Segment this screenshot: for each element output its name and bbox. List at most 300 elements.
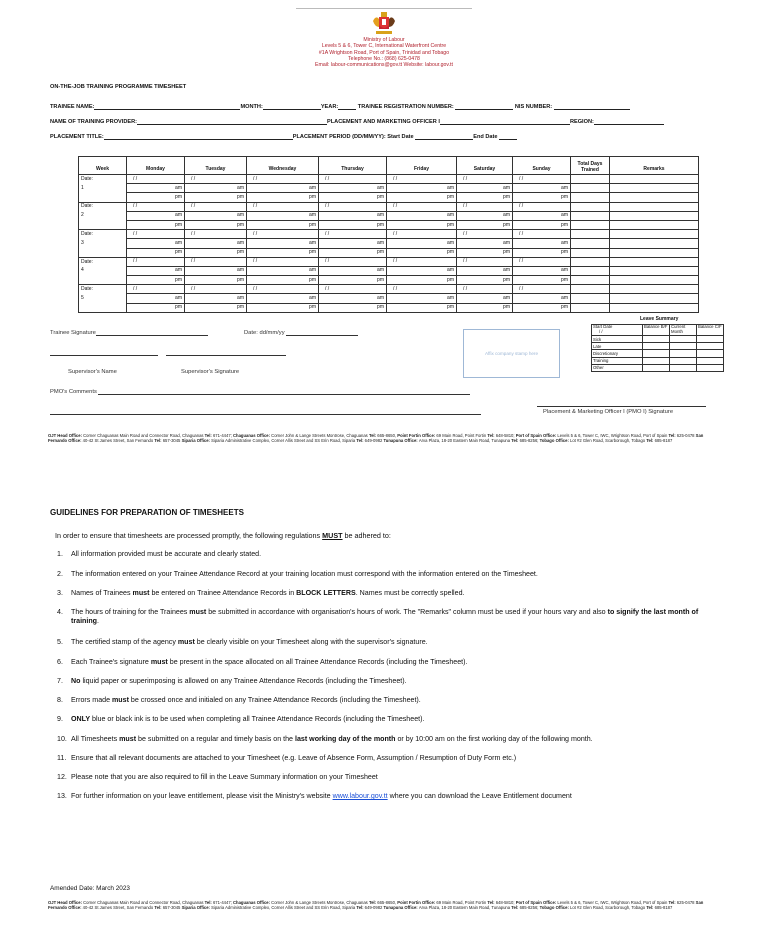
office-details: Siparia Administrative Complex, Corner Allis Street and SS Erin Road, Siparia [211, 905, 357, 911]
pm-time-cell[interactable]: pm [185, 220, 247, 229]
am-time-cell[interactable]: am [387, 184, 457, 193]
date-cell[interactable]: / / [319, 202, 387, 211]
pm-time-cell[interactable]: pm [319, 193, 387, 202]
guideline-emphasis: to signify the last month of training [71, 608, 699, 625]
guideline-text [57, 735, 727, 744]
am-time-cell[interactable]: am [457, 294, 513, 303]
guideline-text-part: or by 10:00 am on the first working day of the following month. [395, 735, 593, 743]
guidelines-intro [55, 531, 391, 540]
am-time-cell[interactable]: am [185, 184, 247, 193]
date-cell[interactable]: / / [319, 285, 387, 294]
total-days-cell[interactable] [571, 193, 610, 202]
office-name: Tel: [668, 433, 677, 438]
week-date-label: Date: [79, 175, 127, 184]
am-time-cell[interactable]: am [513, 266, 571, 275]
sign-date-field[interactable] [286, 329, 358, 336]
guideline-item [57, 570, 727, 579]
pm-time-cell[interactable]: pm [127, 248, 185, 257]
office-name: Tel: [204, 900, 213, 905]
office-name: Tel: [204, 433, 213, 438]
guideline-text [57, 773, 727, 782]
office-name: Tel: [646, 905, 655, 911]
ministry-line: #1A Wrightson Road, Port of Spain, Trinidad and Tobago [318, 49, 450, 56]
supervisor-signature-line[interactable] [166, 355, 286, 356]
guideline-number: 1. [57, 550, 63, 558]
pm-time-cell[interactable]: pm [387, 248, 457, 257]
pm-time-cell[interactable]: pm [185, 276, 247, 285]
date-cell[interactable]: / / [457, 230, 513, 239]
am-time-cell[interactable]: am [387, 294, 457, 303]
leave-type-label: Discretionary [592, 350, 643, 357]
sign-date-label: Date: dd/mm/yy [244, 330, 285, 336]
date-cell[interactable]: / / [387, 257, 457, 266]
guideline-text-part: be crossed once and initialed on any Trainee Attendance Records (including the Timesheet). [128, 696, 421, 704]
guideline-item [57, 715, 727, 724]
am-time-cell[interactable]: am [387, 239, 457, 248]
leave-value-cell[interactable] [643, 336, 670, 343]
guideline-number: 10. [57, 735, 67, 743]
month-label: MONTH: [240, 104, 263, 110]
guideline-item [57, 638, 727, 647]
week-date-label: Date: [79, 285, 127, 294]
leave-value-cell[interactable] [670, 350, 697, 357]
start-date-field[interactable] [415, 133, 473, 140]
am-time-cell[interactable]: am [457, 266, 513, 275]
pm-time-cell[interactable]: pm [247, 303, 319, 312]
remarks-cell[interactable] [610, 239, 699, 248]
pm-time-cell[interactable]: pm [247, 220, 319, 229]
date-cell[interactable]: / / [247, 257, 319, 266]
timesheet-table [78, 156, 699, 313]
pm-time-cell[interactable]: pm [319, 248, 387, 257]
guideline-text-part: All Timesheets [71, 735, 120, 743]
guideline-number: 6. [57, 658, 63, 666]
total-days-cell[interactable] [571, 248, 610, 257]
guideline-text-part: be entered on Trainee Attendance Records in [149, 589, 297, 597]
date-cell[interactable]: / / [513, 285, 571, 294]
total-days-cell[interactable] [571, 257, 610, 266]
office-name: Port of Spain Office: [515, 900, 558, 905]
guideline-text-part: The certified stamp of the agency [71, 638, 178, 646]
table-row [79, 294, 699, 303]
ministry-website-link[interactable]: www.labour.gov.tt [332, 792, 388, 800]
am-time-cell[interactable]: am [319, 266, 387, 275]
date-cell[interactable]: / / [319, 257, 387, 266]
remarks-cell[interactable] [610, 285, 699, 294]
column-header: Week [79, 157, 127, 175]
pm-time-cell[interactable]: pm [387, 276, 457, 285]
guideline-emphasis: last working day of the month [294, 735, 396, 743]
date-cell[interactable]: / / [457, 285, 513, 294]
leave-column-header: Current Month [670, 325, 697, 336]
guideline-item [57, 773, 727, 782]
week-number: 5 [79, 294, 127, 303]
pm-time-cell[interactable]: pm [513, 248, 571, 257]
guideline-number: 3. [57, 589, 63, 597]
month-field[interactable] [263, 103, 321, 110]
am-time-cell[interactable]: am [319, 211, 387, 220]
nis-number-label: NIS NUMBER: [514, 104, 553, 110]
end-date-label: End Date [473, 134, 498, 140]
guideline-number: 7. [57, 677, 63, 685]
am-time-cell[interactable]: am [247, 211, 319, 220]
date-cell[interactable]: / / [513, 257, 571, 266]
total-days-cell[interactable] [571, 294, 610, 303]
office-name: Tel: [511, 905, 520, 911]
am-time-cell[interactable]: am [247, 266, 319, 275]
office-name: Siparia Office: [181, 438, 212, 444]
guideline-text-part: Each Trainee's signature [71, 658, 151, 666]
guideline-text-part: Ensure that all relevant documents are attached to your Timesheet (e.g. Leave of Absence Form, Assumption / Resumption of Duty Form etc.) [71, 754, 517, 762]
date-cell[interactable]: / / [247, 175, 319, 184]
remarks-cell[interactable] [610, 193, 699, 202]
guideline-text [57, 754, 727, 763]
office-details: 69 Main Road, Point Fortin [436, 433, 488, 438]
guideline-item [57, 735, 727, 744]
supervisor-signature-label: Supervisor's Signature [181, 369, 240, 375]
total-days-cell[interactable] [571, 220, 610, 229]
guideline-text-part: Errors made [71, 696, 112, 704]
office-details: Levels 5 & 6, Tower C, IWC, Wrightson Road, Port of Spain [557, 900, 669, 905]
total-days-cell[interactable] [571, 276, 610, 285]
trainee-signature-row [50, 329, 208, 336]
guideline-item [57, 677, 727, 686]
trainee-info-row [50, 103, 630, 110]
am-time-cell[interactable]: am [127, 239, 185, 248]
pm-time-cell[interactable]: pm [127, 193, 185, 202]
pm-time-cell[interactable]: pm [457, 276, 513, 285]
remarks-cell[interactable] [610, 184, 699, 193]
date-cell[interactable]: / / [247, 230, 319, 239]
am-time-cell[interactable]: am [387, 211, 457, 220]
office-name: Tel: [368, 433, 378, 438]
office-footer-bottom [48, 900, 720, 910]
office-name: Chaguanas Office: [233, 900, 272, 905]
table-row [79, 257, 699, 266]
remarks-cell[interactable] [610, 175, 699, 184]
pmo-comments-label: PMO's Comments [50, 389, 97, 395]
guideline-text-part: . Names must be correctly spelled. [355, 589, 465, 597]
pm-time-cell[interactable]: pm [127, 276, 185, 285]
leave-value-cell[interactable] [643, 357, 670, 364]
date-cell[interactable]: / / [185, 257, 247, 266]
leave-value-cell[interactable] [670, 357, 697, 364]
date-cell[interactable]: / / [185, 285, 247, 294]
office-name: Siparia Office: [181, 905, 212, 911]
am-time-cell[interactable]: am [319, 184, 387, 193]
leave-value-cell[interactable] [697, 343, 724, 350]
supervisor-name-label: Supervisor's Name [68, 369, 117, 375]
column-header: Monday [127, 157, 185, 175]
am-time-cell[interactable]: am [185, 294, 247, 303]
date-cell[interactable]: / / [387, 285, 457, 294]
am-time-cell[interactable]: am [513, 294, 571, 303]
total-days-cell[interactable] [571, 239, 610, 248]
guideline-emphasis: must [177, 638, 195, 646]
total-days-cell[interactable] [571, 230, 610, 239]
header-rule [296, 8, 472, 9]
guideline-text-part: Please note that you are also required to fill in the Leave Summary information on your Timesheet [71, 773, 378, 781]
date-cell[interactable]: / / [127, 175, 185, 184]
pm-time-cell[interactable]: pm [247, 248, 319, 257]
pm-time-cell[interactable]: pm [513, 276, 571, 285]
week-cell [79, 193, 127, 202]
region-field[interactable] [594, 118, 664, 125]
training-provider-field[interactable] [137, 118, 327, 125]
date-cell[interactable]: / / [247, 202, 319, 211]
column-header: Friday [387, 157, 457, 175]
am-time-cell[interactable]: am [457, 211, 513, 220]
office-details: 685-8187 [654, 905, 673, 911]
pm-time-cell[interactable]: pm [319, 303, 387, 312]
guideline-emphasis: must [112, 696, 129, 704]
leave-value-cell[interactable] [643, 343, 670, 350]
office-details: 625-0478 [676, 900, 696, 905]
leave-value-cell[interactable] [670, 336, 697, 343]
pm-time-cell[interactable]: pm [247, 193, 319, 202]
remarks-cell[interactable] [610, 230, 699, 239]
leave-row [592, 336, 724, 343]
guideline-text [57, 715, 727, 724]
date-cell[interactable]: / / [457, 202, 513, 211]
pm-time-cell[interactable]: pm [387, 193, 457, 202]
end-date-field[interactable] [499, 133, 517, 140]
am-time-cell[interactable]: am [319, 239, 387, 248]
date-cell[interactable]: / / [127, 257, 185, 266]
coat-of-arms-icon [370, 11, 398, 37]
stamp-placeholder-text: Affix company stamp here [484, 351, 539, 356]
remarks-cell[interactable] [610, 266, 699, 275]
total-days-cell[interactable] [571, 266, 610, 275]
leave-value-cell[interactable] [643, 350, 670, 357]
year-field[interactable] [338, 103, 356, 110]
pm-time-cell[interactable]: pm [185, 193, 247, 202]
total-days-cell[interactable] [571, 303, 610, 312]
date-cell[interactable]: / / [457, 175, 513, 184]
am-time-cell[interactable]: am [127, 184, 185, 193]
pm-time-cell[interactable]: pm [127, 303, 185, 312]
leave-value-cell[interactable] [697, 364, 724, 371]
company-stamp-box [463, 329, 560, 378]
pmo-comments-line-2[interactable] [50, 414, 481, 415]
office-details: Corner Chaguanas Main Road and Connector Road, Chaguanas [83, 433, 205, 438]
am-time-cell[interactable]: am [247, 294, 319, 303]
office-details: 649-0982 [364, 905, 384, 911]
remarks-cell[interactable] [610, 202, 699, 211]
pm-time-cell[interactable]: pm [185, 303, 247, 312]
total-days-cell[interactable] [571, 211, 610, 220]
office-details: 40-42 St James Street, San Fernando [82, 905, 155, 911]
pmo-comments-row [50, 388, 470, 395]
office-details: 657-3045 [162, 905, 182, 911]
office-details: Lot #2 Glen Road, Scarborough, Tobago [570, 905, 647, 911]
guideline-emphasis: must [132, 589, 150, 597]
office-name: Tel: [487, 900, 496, 905]
date-cell[interactable]: / / [247, 285, 319, 294]
guideline-text-part: be present in the space allocated on all Trainee Attendance Records (including the Timesheet). [167, 658, 468, 666]
office-name: Port of Spain Office: [515, 433, 558, 438]
guideline-item [57, 792, 727, 801]
remarks-cell[interactable] [610, 211, 699, 220]
pmo-signature-line[interactable] [537, 406, 706, 407]
date-cell[interactable]: / / [319, 230, 387, 239]
remarks-cell[interactable] [610, 294, 699, 303]
remarks-cell[interactable] [610, 276, 699, 285]
date-cell[interactable]: / / [513, 175, 571, 184]
date-cell[interactable]: / / [387, 230, 457, 239]
pm-time-cell[interactable]: pm [387, 303, 457, 312]
guideline-text [57, 570, 727, 579]
date-cell[interactable]: / / [513, 230, 571, 239]
ministry-line: Telephone No.: (868) 625-0478 [348, 55, 420, 62]
guideline-emphasis: must [189, 608, 207, 616]
pm-time-cell[interactable]: pm [457, 248, 513, 257]
leave-value-cell[interactable] [643, 364, 670, 371]
am-time-cell[interactable]: am [127, 266, 185, 275]
trainee-name-field[interactable] [94, 103, 240, 110]
guideline-text-part: be submitted in accordance with organisation's hours of work. The "Remarks" column must be used if your hours vary and also [206, 608, 608, 616]
am-time-cell[interactable]: am [127, 211, 185, 220]
date-cell[interactable]: / / [319, 175, 387, 184]
office-details: Corner John & Lange Streets Montrose, Chaguanas [271, 900, 369, 905]
remarks-cell[interactable] [610, 220, 699, 229]
date-cell[interactable]: / / [457, 257, 513, 266]
pm-time-cell[interactable]: pm [127, 220, 185, 229]
pm-time-cell[interactable]: pm [319, 276, 387, 285]
office-details: Corner John & Lange Streets Montrose, Chaguanas [271, 433, 369, 438]
leave-type-label: Late [592, 343, 643, 350]
leave-type-label: Sick [592, 336, 643, 343]
week-cell [79, 303, 127, 312]
region-label: REGION: [569, 119, 594, 125]
leave-value-cell[interactable] [697, 350, 724, 357]
placement-row [50, 133, 517, 140]
remarks-cell[interactable] [610, 303, 699, 312]
pm-time-cell[interactable]: pm [513, 220, 571, 229]
guideline-text-part: The hours of training for the Trainees [71, 608, 190, 616]
guideline-text-part: The information entered on your Trainee Attendance Record at your training location must correspond with the information entered on the Timesheet. [71, 570, 538, 578]
total-days-cell[interactable] [571, 285, 610, 294]
leave-row [592, 350, 724, 357]
am-time-cell[interactable]: am [513, 184, 571, 193]
am-time-cell[interactable]: am [127, 294, 185, 303]
ministry-line: Levels 5 & 6, Tower C, International Waterfront Centre [321, 43, 447, 50]
am-time-cell[interactable]: am [513, 239, 571, 248]
am-time-cell[interactable]: am [513, 211, 571, 220]
date-cell[interactable]: / / [127, 285, 185, 294]
pm-time-cell[interactable]: pm [185, 248, 247, 257]
registration-number-field[interactable] [455, 103, 513, 110]
guideline-number: 11. [57, 754, 67, 762]
pm-time-cell[interactable]: pm [513, 193, 571, 202]
pm-time-cell[interactable]: pm [457, 303, 513, 312]
leave-value-cell[interactable] [697, 336, 724, 343]
guideline-text-part: where you can download the Leave Entitlement document [387, 792, 572, 800]
am-time-cell[interactable]: am [185, 266, 247, 275]
am-time-cell[interactable]: am [387, 266, 457, 275]
office-details: 685-8256; [519, 905, 540, 911]
office-details: 665-8650, [377, 433, 398, 438]
date-cell[interactable]: / / [127, 230, 185, 239]
office-name: Tel: [154, 905, 163, 911]
leave-row [592, 343, 724, 350]
am-time-cell[interactable]: am [247, 239, 319, 248]
placement-title-field[interactable] [104, 133, 293, 140]
table-row [79, 303, 699, 312]
pm-time-cell[interactable]: pm [457, 220, 513, 229]
pm-time-cell[interactable]: pm [387, 220, 457, 229]
leave-value-cell[interactable] [670, 343, 697, 350]
total-days-cell[interactable] [571, 184, 610, 193]
date-cell[interactable]: / / [127, 202, 185, 211]
office-name: San Fernando Office: [48, 433, 704, 444]
table-row [79, 266, 699, 275]
trainee-signature-field[interactable] [96, 329, 208, 336]
date-cell[interactable]: / / [185, 202, 247, 211]
leave-row [592, 364, 724, 371]
total-days-cell[interactable] [571, 202, 610, 211]
leave-value-cell[interactable] [697, 357, 724, 364]
date-cell[interactable]: / / [387, 202, 457, 211]
am-time-cell[interactable]: am [185, 239, 247, 248]
guideline-text-part: be submitted on a regular and timely basis on the [136, 735, 295, 743]
table-row [79, 276, 699, 285]
table-row [79, 248, 699, 257]
date-cell[interactable]: / / [387, 175, 457, 184]
am-time-cell[interactable]: am [457, 184, 513, 193]
week-date-label: Date: [79, 230, 127, 239]
guideline-text-part: . [97, 617, 99, 625]
guideline-item [57, 550, 727, 559]
pm-time-cell[interactable]: pm [513, 303, 571, 312]
pm-time-cell[interactable]: pm [457, 193, 513, 202]
am-time-cell[interactable]: am [319, 294, 387, 303]
guideline-emphasis: No [71, 677, 81, 685]
supervisor-name-line[interactable] [50, 355, 158, 356]
office-details: 40-42 St James Street, San Fernando [82, 438, 155, 444]
guideline-number: 12. [57, 773, 67, 781]
amended-date: Amended Date: March 2023 [50, 885, 130, 892]
office-name: Tel: [368, 900, 378, 905]
office-details: 685-8256; [519, 438, 540, 444]
remarks-cell[interactable] [610, 248, 699, 257]
remarks-cell[interactable] [610, 257, 699, 266]
am-time-cell[interactable]: am [457, 239, 513, 248]
guideline-emphasis: ONLY [71, 715, 91, 723]
am-time-cell[interactable]: am [185, 211, 247, 220]
column-header: Thursday [319, 157, 387, 175]
date-cell[interactable]: / / [513, 202, 571, 211]
total-days-cell[interactable] [571, 175, 610, 184]
leave-value-cell[interactable] [670, 364, 697, 371]
column-header: Wednesday [247, 157, 319, 175]
nis-number-field[interactable] [554, 103, 630, 110]
guideline-text [57, 550, 727, 559]
date-cell[interactable]: / / [185, 230, 247, 239]
office-name: Tel: [356, 438, 365, 444]
pm-time-cell[interactable]: pm [247, 276, 319, 285]
column-header: Tuesday [185, 157, 247, 175]
date-cell[interactable]: / / [185, 175, 247, 184]
guidelines-title: GUIDELINES FOR PREPARATION OF TIMESHEETS [50, 508, 244, 517]
pmo-comments-field[interactable] [98, 388, 470, 395]
office-name: Tobago Office: [539, 438, 571, 444]
office-name: Point Fortin Office: [397, 433, 437, 438]
pmo-field[interactable] [440, 118, 570, 125]
am-time-cell[interactable]: am [247, 184, 319, 193]
guideline-item [57, 754, 727, 763]
pm-time-cell[interactable]: pm [319, 220, 387, 229]
